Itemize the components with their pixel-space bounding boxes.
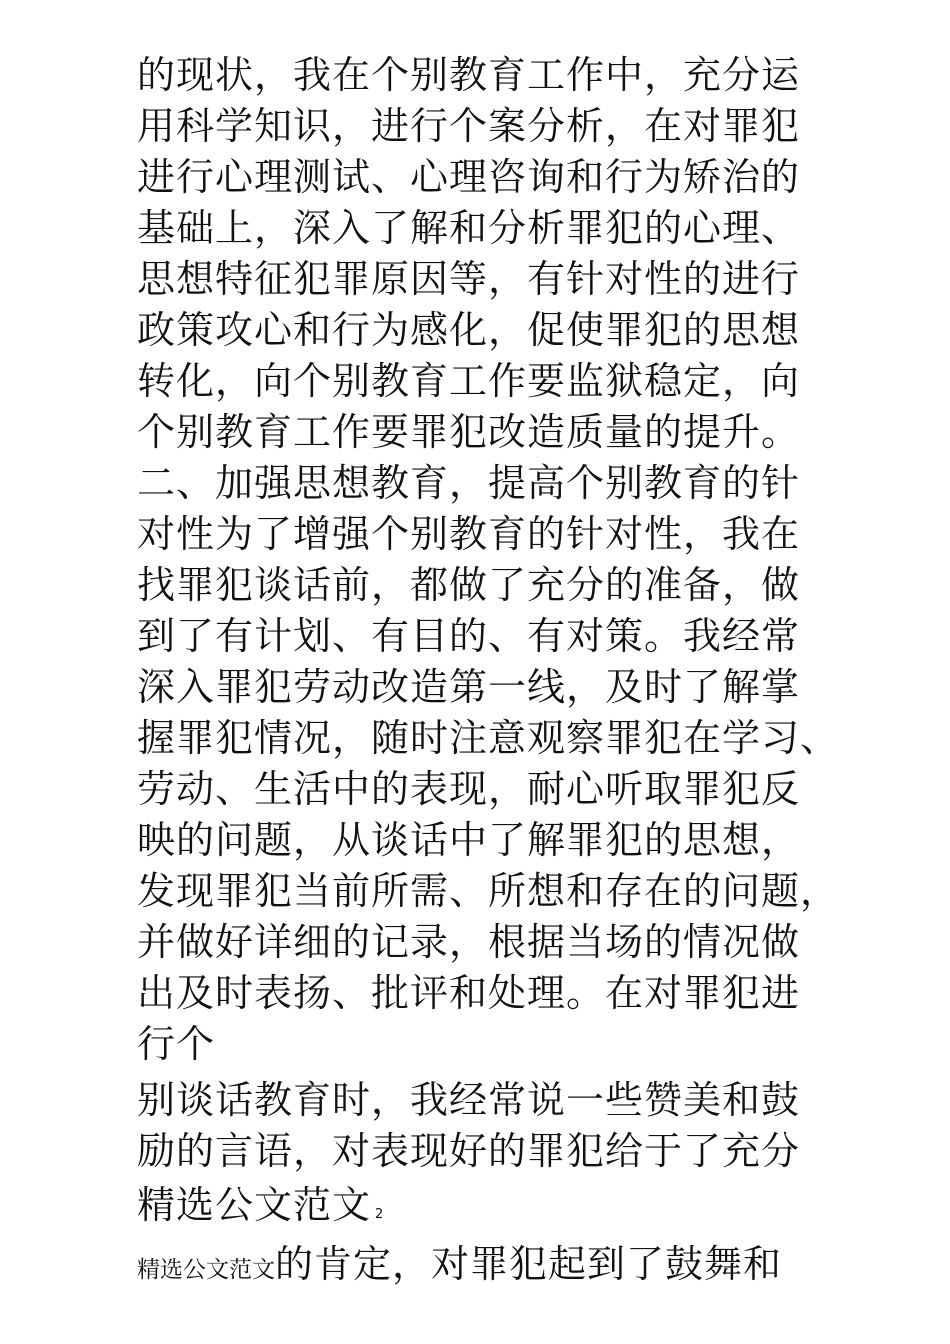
text-line: 握罪犯情况，随时注意观察罪犯在学习、 [137, 716, 840, 760]
text-line: 并做好详细的记录，根据当场的情况做 [137, 920, 801, 964]
text-line: 找罪犯谈话前，都做了充分的准备，做 [137, 563, 801, 607]
text-line: 二、加强思想教育，提高个别教育的针 [137, 461, 801, 505]
text-line: 进行心理测试、心理咨询和行为矫治的 [137, 155, 801, 199]
text-line: 到了有计划、有目的、有对策。我经常 [137, 614, 801, 658]
page-number: 2 [375, 1207, 385, 1222]
text-line: 用科学知识，进行个案分析，在对罪犯 [137, 104, 801, 148]
text-line: 发现罪犯当前所需、所想和存在的问题， [137, 869, 840, 913]
text-line: 的现状，我在个别教育工作中，充分运 [137, 53, 801, 97]
text-line: 别谈话教育时，我经常说一些赞美和鼓 [137, 1078, 801, 1122]
page-header-label: 精选公文范文 [137, 1257, 275, 1283]
text-line: 基础上，深入了解和分析罪犯的心理、 [137, 206, 801, 250]
text-line: 映的问题，从谈话中了解罪犯的思想， [137, 818, 801, 862]
text-line: 政策攻心和行为感化，促使罪犯的思想 [137, 308, 801, 352]
text-line: 劳动、生活中的表现，耐心听取罪犯反 [137, 767, 801, 811]
text-line: 转化，向个别教育工作要监狱稳定，向 [137, 359, 801, 403]
text-line: 对性为了增强个别教育的针对性，我在 [137, 512, 801, 556]
text-line: 行个 [137, 1022, 216, 1066]
page-footer [137, 1180, 384, 1230]
footer-label: 精选公文范文 [137, 1183, 372, 1227]
text-line: 深入罪犯劳动改造第一线，及时了解掌 [137, 665, 801, 709]
text-line: 励的言语，对表现好的罪犯给于了充分 [137, 1129, 801, 1173]
text-line: 个别教育工作要罪犯改造质量的提升。 [137, 410, 801, 454]
text-line: 的肯定，对罪犯起到了鼓舞和 [275, 1242, 783, 1286]
next-page-first-line [137, 1239, 782, 1289]
text-line: 出及时表扬、批评和处理。在对罪犯进 [137, 971, 801, 1015]
text-line: 思想特征犯罪原因等，有针对性的进行 [137, 257, 801, 301]
